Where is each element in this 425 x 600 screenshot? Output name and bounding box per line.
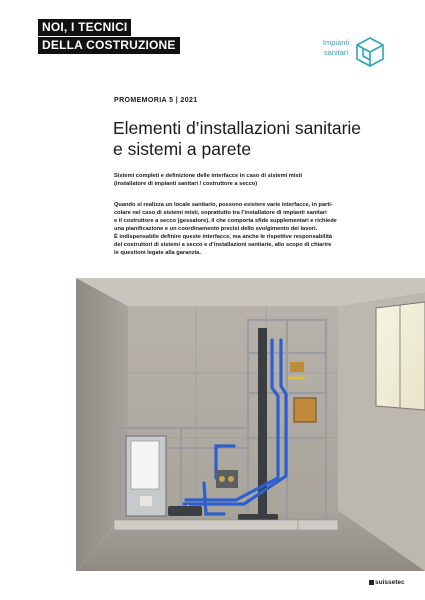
body-line: e il costruttore a secco (gessatore), il che comporta sfide supplementari e richiede	[114, 218, 337, 224]
category-label	[319, 38, 353, 58]
lead-line: Sistemi completi e definizione delle interfacce in caso di sistemi misti	[114, 173, 303, 179]
suissetec-mark-icon	[369, 580, 374, 585]
installation-photo	[76, 278, 425, 571]
body-line: le questioni legate alla garanzia.	[114, 250, 201, 256]
body-line: dei costruttori di sistemi a secco e d’installazioni sanitarie, allo scopo di chiarire	[114, 242, 332, 248]
house-cube-icon	[355, 36, 385, 68]
document-meta: PROMEMORIA 5 | 2021	[114, 97, 198, 104]
body-line: una pianificazione e un coordinamento precisi dello svolgimento dei lavori.	[114, 226, 318, 232]
category-label-line-1: Impianti	[322, 38, 350, 47]
footer-logo-text: suissetec	[375, 579, 405, 586]
footer-logo	[369, 579, 405, 586]
body-line: Quando si realizza un locale sanitario, possono esistere varie interfacce, in parti-	[114, 202, 333, 208]
page-title	[113, 118, 413, 160]
body-line: È indispensabile definire queste interfacce, ma anche le rispettive responsabilità	[114, 234, 333, 240]
lead-line: (installatore di impianti sanitari / costruttore a secco)	[114, 181, 258, 187]
category-badge	[319, 36, 391, 72]
category-label-line-2: sanitari	[323, 48, 349, 57]
brand-logo	[38, 18, 180, 54]
body-paragraph	[114, 201, 394, 257]
title-line-1: Elementi d’installazioni sanitarie	[113, 118, 362, 138]
brand-line-2: DELLA COSTRUZIONE	[38, 37, 180, 54]
lead-paragraph	[114, 172, 394, 188]
title-line-2: e sistemi a parete	[113, 139, 252, 159]
installation-illustration	[76, 278, 425, 571]
body-line: colare nel caso di sistemi misti, soprattutto tra l’installatore di impianti sanitari	[114, 210, 327, 216]
brand-line-1: NOI, I TECNICI	[38, 19, 131, 36]
